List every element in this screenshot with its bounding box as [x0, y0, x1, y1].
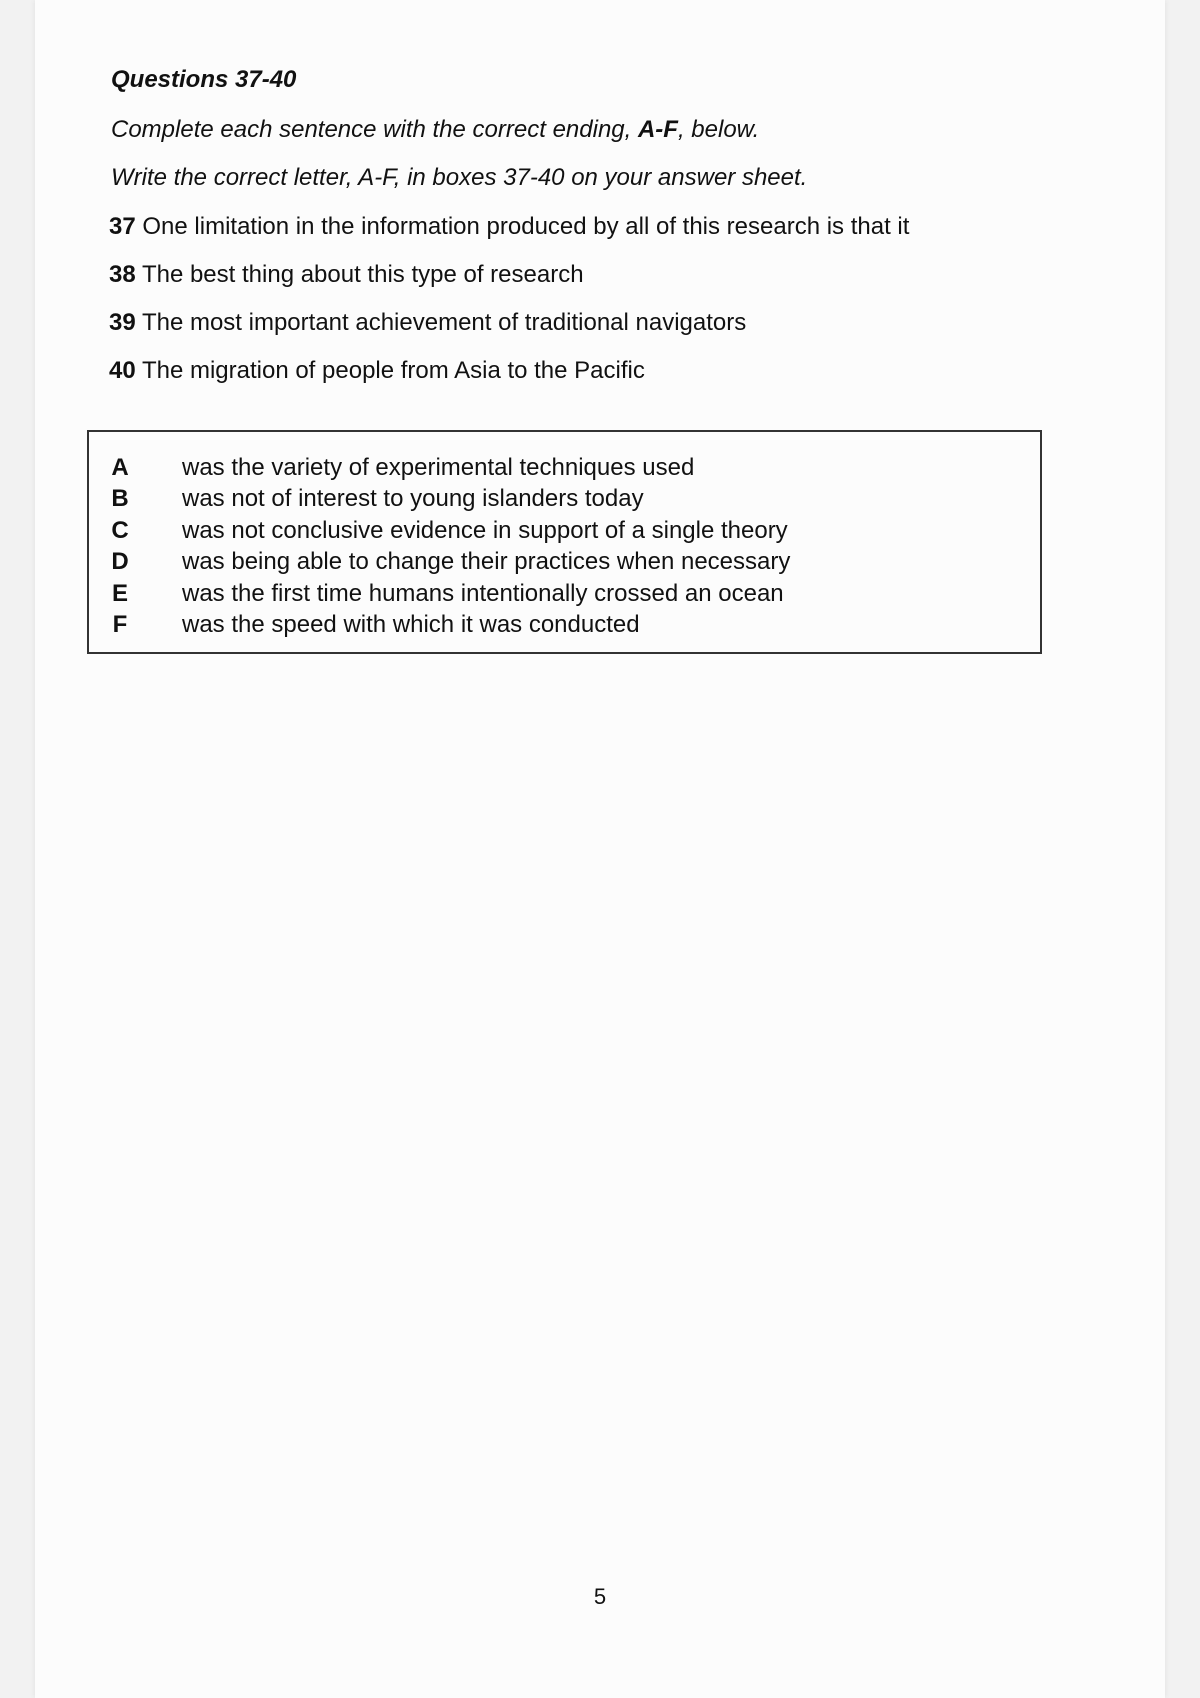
ending-option	[89, 580, 1040, 611]
option-text: was the speed with which it was conducted	[182, 611, 640, 638]
question-text: One limitation in the information produced by all of this research is that it	[142, 213, 910, 240]
endings-box	[87, 430, 1042, 654]
question-text: The migration of people from Asia to the Pacific	[141, 357, 645, 384]
instruction-line-2: Write the correct letter, A-F, in boxes 37-40 on your answer sheet.	[111, 164, 808, 191]
instruction-1-range: A-F	[637, 116, 678, 143]
question-number: 39	[109, 309, 136, 336]
option-letter: E	[111, 580, 128, 607]
section-heading: Questions 37-40	[111, 66, 297, 93]
question-39	[109, 309, 746, 337]
option-text: was being able to change their practices when necessary	[182, 548, 791, 575]
option-text: was not conclusive evidence in support of a single theory	[182, 517, 788, 544]
ending-option	[89, 548, 1040, 579]
document-page	[35, 0, 1165, 1698]
option-text: was the variety of experimental techniques used	[182, 454, 695, 481]
page-number: 5	[593, 1584, 607, 1609]
option-letter: D	[111, 548, 129, 575]
question-number: 38	[109, 261, 136, 288]
question-37	[109, 213, 909, 241]
question-40	[109, 357, 645, 385]
ending-option	[89, 485, 1040, 516]
option-letter: C	[111, 517, 129, 544]
question-38	[109, 261, 584, 289]
option-letter: A	[111, 454, 129, 481]
instruction-1-suffix: , below.	[677, 116, 760, 143]
ending-option	[89, 454, 1040, 485]
option-text: was not of interest to young islanders today	[182, 485, 644, 512]
option-letter: B	[111, 485, 129, 512]
ending-option	[89, 611, 1040, 642]
ending-option	[89, 517, 1040, 548]
question-number: 40	[109, 357, 136, 384]
option-text: was the first time humans intentionally crossed an ocean	[182, 580, 784, 607]
question-text: The most important achievement of traditional navigators	[141, 309, 747, 336]
question-text: The best thing about this type of research	[141, 261, 584, 288]
option-letter: F	[112, 611, 128, 638]
question-number: 37	[109, 213, 136, 240]
instruction-line-1	[111, 116, 759, 144]
instruction-1-prefix: Complete each sentence with the correct ending,	[111, 116, 638, 143]
